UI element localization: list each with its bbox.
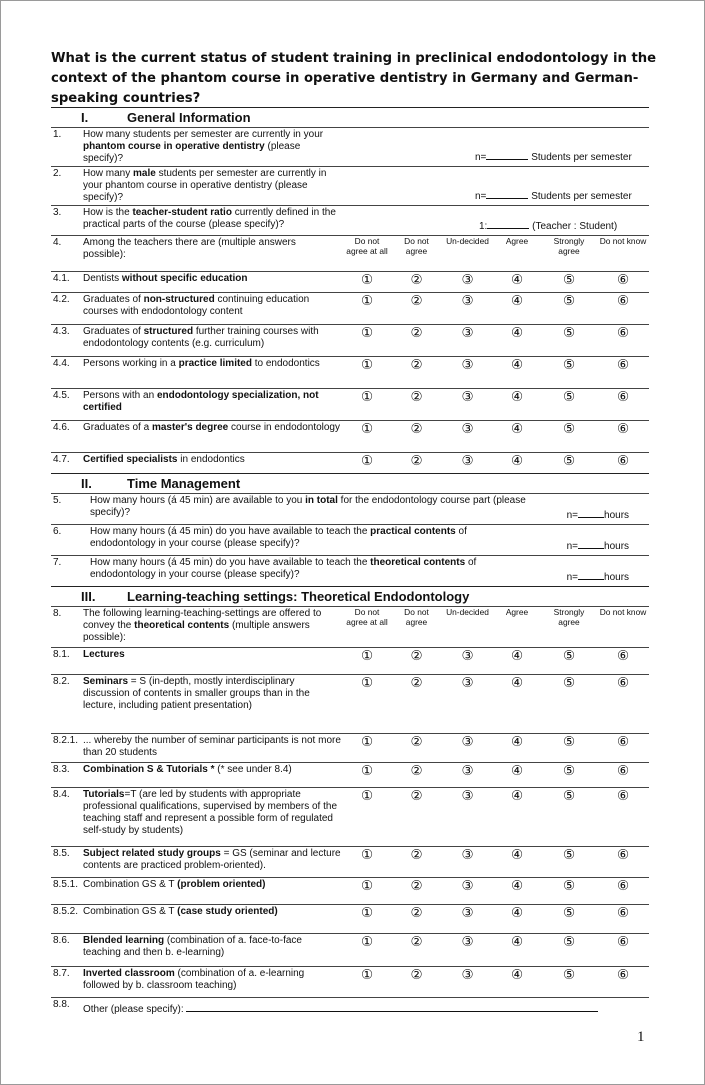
item-text: Graduates of a xyxy=(83,422,152,433)
question-text: (multiple answers possible): xyxy=(83,620,310,643)
item-text: ... whereby the number of seminar participants is not more than 20 students xyxy=(83,735,341,758)
question-text: currently defined in the practical parts of the course (please specify)? xyxy=(83,207,336,230)
option-5-circle[interactable]: ⑤ xyxy=(541,788,597,847)
option-3-circle[interactable]: ③ xyxy=(442,357,493,389)
scale-item-row xyxy=(51,325,649,357)
option-2-circle[interactable]: ② xyxy=(391,453,442,474)
scale-item-row xyxy=(51,734,649,763)
option-1-circle[interactable]: ① xyxy=(343,357,391,389)
answer-blank[interactable] xyxy=(578,538,604,549)
option-4-circle[interactable]: ④ xyxy=(493,293,541,325)
option-5-circle[interactable]: ⑤ xyxy=(541,325,597,357)
scale-item-row xyxy=(51,421,649,453)
item-number: 8.5.1. xyxy=(51,878,81,905)
section-title: Time Management xyxy=(127,476,241,491)
option-4-circle[interactable]: ④ xyxy=(493,905,541,934)
option-2-circle[interactable]: ② xyxy=(391,272,442,293)
scale-header-row xyxy=(51,236,649,272)
question-number: 3. xyxy=(51,206,81,236)
option-5-circle[interactable]: ⑤ xyxy=(541,905,597,934)
option-2-circle[interactable]: ② xyxy=(391,734,442,763)
option-4-circle[interactable]: ④ xyxy=(493,357,541,389)
option-6-circle[interactable]: ⑥ xyxy=(597,272,649,293)
option-2-circle[interactable]: ② xyxy=(391,421,442,453)
scale-item-row xyxy=(51,967,649,998)
option-4-circle[interactable]: ④ xyxy=(493,763,541,788)
scale-item-row xyxy=(51,675,649,734)
option-4-circle[interactable]: ④ xyxy=(493,389,541,421)
item-text: Persons with an xyxy=(83,390,157,401)
question-text: The following learning-teaching-settings are offered to convey the xyxy=(83,608,322,631)
item-text: continuing education courses with endodontology content xyxy=(83,294,310,317)
question-text: Other (please specify): xyxy=(83,1004,184,1015)
question-number: 6. xyxy=(51,525,81,556)
item-text: (combination of a. e-learning followed by b. classroom teaching) xyxy=(83,968,305,991)
scale-item-row xyxy=(51,389,649,421)
item-text-bold: (problem oriented) xyxy=(177,879,266,890)
item-text-bold: Combination S & Tutorials * xyxy=(83,764,215,775)
option-5-circle[interactable]: ⑤ xyxy=(541,734,597,763)
question-row xyxy=(51,128,649,167)
item-text-bold: Certified specialists xyxy=(83,454,178,465)
item-text-bold: Blended learning xyxy=(83,935,165,946)
option-3-circle[interactable]: ③ xyxy=(442,734,493,763)
item-number: 4.5. xyxy=(51,389,81,421)
option-6-circle[interactable]: ⑥ xyxy=(597,453,649,474)
item-text: Persons working in a xyxy=(83,358,179,369)
question-number: 4. xyxy=(51,236,81,272)
option-3-circle[interactable]: ③ xyxy=(442,272,493,293)
question-number: 7. xyxy=(51,556,81,587)
option-6-circle[interactable]: ⑥ xyxy=(597,878,649,905)
option-5-circle[interactable]: ⑤ xyxy=(541,389,597,421)
answer-suffix: hours xyxy=(604,541,630,552)
item-number: 8.2.1. xyxy=(51,734,81,763)
answer-suffix: hours xyxy=(604,510,630,521)
item-number: 8.2. xyxy=(51,675,81,734)
option-1-circle[interactable]: ① xyxy=(343,763,391,788)
item-text: (combination of a. face-to-face teaching and then b. e-learning) xyxy=(83,935,302,958)
option-4-circle[interactable]: ④ xyxy=(493,967,541,998)
option-1-circle[interactable]: ① xyxy=(343,325,391,357)
time-question-row xyxy=(51,525,649,556)
question-text-bold: practical contents xyxy=(370,526,456,537)
option-6-circle[interactable]: ⑥ xyxy=(597,763,649,788)
option-3-circle[interactable]: ③ xyxy=(442,905,493,934)
option-4-circle[interactable]: ④ xyxy=(493,847,541,878)
item-text: Combination GS & T xyxy=(83,879,178,890)
option-3-circle[interactable]: ③ xyxy=(442,934,493,967)
option-1-circle[interactable]: ① xyxy=(343,648,391,675)
question-text: Among the teachers there are (multiple answers possible): xyxy=(81,236,343,272)
item-text: to endodontics xyxy=(251,358,320,369)
option-6-circle[interactable]: ⑥ xyxy=(597,421,649,453)
item-text: Dentists xyxy=(83,273,122,284)
item-number: 8.6. xyxy=(51,934,81,967)
option-6-circle[interactable]: ⑥ xyxy=(597,905,649,934)
option-6-circle[interactable]: ⑥ xyxy=(597,675,649,734)
option-5-circle[interactable]: ⑤ xyxy=(541,357,597,389)
section-header-1 xyxy=(51,108,649,128)
answer-blank[interactable] xyxy=(578,507,604,518)
item-number: 4.4. xyxy=(51,357,81,389)
item-number: 8.5. xyxy=(51,847,81,878)
option-4-circle[interactable]: ④ xyxy=(493,648,541,675)
option-2-circle[interactable]: ② xyxy=(391,389,442,421)
answer-prefix: n= xyxy=(475,191,487,202)
option-3-circle[interactable]: ③ xyxy=(442,421,493,453)
option-5-circle[interactable]: ⑤ xyxy=(541,967,597,998)
option-1-circle[interactable]: ① xyxy=(343,905,391,934)
question-text: How many hours (á 45 min) are available to you xyxy=(90,495,306,506)
option-1-circle[interactable]: ① xyxy=(343,788,391,847)
section-title: General Information xyxy=(127,110,251,125)
question-text: for the endodontology course part (please specify)? xyxy=(90,495,526,518)
option-4-circle[interactable]: ④ xyxy=(493,675,541,734)
option-2-circle[interactable]: ② xyxy=(391,325,442,357)
item-number: 4.6. xyxy=(51,421,81,453)
item-text: Graduates of xyxy=(83,294,144,305)
scale-label: Strongly agree xyxy=(541,607,597,648)
item-number: 8.5.2. xyxy=(51,905,81,934)
option-6-circle[interactable]: ⑥ xyxy=(597,293,649,325)
question-text: How many students per semester are currently in your xyxy=(83,129,324,140)
item-text-bold: non-structured xyxy=(143,294,215,305)
item-text-bold: structured xyxy=(143,326,194,337)
scale-label: Un-decided xyxy=(442,236,493,272)
question-number: 5. xyxy=(51,494,81,525)
item-number: 8.7. xyxy=(51,967,81,998)
page-number: 1 xyxy=(637,1029,645,1045)
question-text-bold: in total xyxy=(305,495,338,506)
question-text: How many hours (á 45 min) do you have available to teach the xyxy=(90,557,371,568)
option-5-circle[interactable]: ⑤ xyxy=(541,878,597,905)
option-1-circle[interactable]: ① xyxy=(343,272,391,293)
section-roman: III. xyxy=(81,589,96,604)
option-5-circle[interactable]: ⑤ xyxy=(541,763,597,788)
option-5-circle[interactable]: ⑤ xyxy=(541,421,597,453)
answer-suffix: Students per semester xyxy=(531,191,632,202)
option-5-circle[interactable]: ⑤ xyxy=(541,453,597,474)
option-2-circle[interactable]: ② xyxy=(391,967,442,998)
item-text: in endodontics xyxy=(177,454,245,465)
scale-label: Do not agree at all xyxy=(343,236,391,272)
question-text: How many xyxy=(83,168,134,179)
answer-blank[interactable] xyxy=(486,188,528,199)
option-5-circle[interactable]: ⑤ xyxy=(541,934,597,967)
option-2-circle[interactable]: ② xyxy=(391,648,442,675)
option-5-circle[interactable]: ⑤ xyxy=(541,272,597,293)
item-text: (* see under 8.4) xyxy=(214,764,292,775)
scale-label: Strongly agree xyxy=(541,236,597,272)
question-number: 8.8. xyxy=(51,998,81,1021)
option-3-circle[interactable]: ③ xyxy=(442,293,493,325)
question-text-bold: phantom course in operative dentistry xyxy=(83,141,265,152)
item-text-bold: endodontology specialization, not certified xyxy=(83,390,319,413)
item-text: =T (are led by students with appropriate professional qualifications, supervised by members of the teaching staff and represent a possible form of regulated self-study by students) xyxy=(83,789,338,836)
item-number: 4.1. xyxy=(51,272,81,293)
scale-item-row xyxy=(51,847,649,878)
option-3-circle[interactable]: ③ xyxy=(442,325,493,357)
item-text-bold: Inverted classroom xyxy=(83,968,175,979)
scale-label: Agree xyxy=(493,236,541,272)
answer-blank[interactable] xyxy=(486,149,528,160)
item-text-bold: practice limited xyxy=(178,358,252,369)
scale-header-row xyxy=(51,607,649,648)
option-3-circle[interactable]: ③ xyxy=(442,763,493,788)
question-text-bold: theoretical contents xyxy=(370,557,466,568)
item-number: 4.3. xyxy=(51,325,81,357)
answer-blank[interactable] xyxy=(578,569,604,580)
item-text: Graduates of xyxy=(83,326,144,337)
time-question-row xyxy=(51,556,649,587)
item-text: course in endodontology xyxy=(228,422,340,433)
time-question-row xyxy=(51,494,649,525)
option-2-circle[interactable]: ② xyxy=(391,847,442,878)
question-number: 2. xyxy=(51,167,81,206)
option-3-circle[interactable]: ③ xyxy=(442,389,493,421)
option-1-circle[interactable]: ① xyxy=(343,421,391,453)
option-5-circle[interactable]: ⑤ xyxy=(541,675,597,734)
option-2-circle[interactable]: ② xyxy=(391,357,442,389)
answer-prefix: n= xyxy=(475,152,487,163)
question-text: How many hours (á 45 min) do you have available to teach the xyxy=(90,526,371,537)
item-text-bold: master's degree xyxy=(151,422,229,433)
item-number: 4.2. xyxy=(51,293,81,325)
answer-prefix: n= xyxy=(566,572,579,583)
item-text-bold: (case study oriented) xyxy=(177,906,278,917)
item-text-bold: without specific education xyxy=(121,273,248,284)
scale-item-row xyxy=(51,648,649,675)
option-1-circle[interactable]: ① xyxy=(343,847,391,878)
scale-item-row xyxy=(51,272,649,293)
item-number: 8.3. xyxy=(51,763,81,788)
option-6-circle[interactable]: ⑥ xyxy=(597,734,649,763)
other-row xyxy=(51,998,649,1021)
question-text: (please specify)? xyxy=(83,141,301,164)
item-text: Combination GS & T xyxy=(83,906,178,917)
option-2-circle[interactable]: ② xyxy=(391,293,442,325)
option-1-circle[interactable]: ① xyxy=(343,293,391,325)
option-6-circle[interactable]: ⑥ xyxy=(597,788,649,847)
option-3-circle[interactable]: ③ xyxy=(442,847,493,878)
question-text-bold: theoretical contents xyxy=(134,620,230,631)
option-1-circle[interactable]: ① xyxy=(343,878,391,905)
option-1-circle[interactable]: ① xyxy=(343,967,391,998)
answer-prefix: 1: xyxy=(479,221,488,232)
question-text-bold: teacher-student ratio xyxy=(132,207,232,218)
option-5-circle[interactable]: ⑤ xyxy=(541,847,597,878)
option-2-circle[interactable]: ② xyxy=(391,934,442,967)
scale-label: Agree xyxy=(493,607,541,648)
scale-item-row xyxy=(51,453,649,474)
question-row xyxy=(51,167,649,206)
section-title: Learning-teaching settings: Theoretical Endodontology xyxy=(127,589,470,604)
answer-blank[interactable] xyxy=(487,218,529,229)
section-header-3 xyxy=(51,587,649,607)
option-4-circle[interactable]: ④ xyxy=(493,453,541,474)
other-answer-blank[interactable] xyxy=(186,1001,598,1012)
question-number: 1. xyxy=(51,128,81,167)
answer-prefix: n= xyxy=(566,541,579,552)
option-4-circle[interactable]: ④ xyxy=(493,421,541,453)
option-1-circle[interactable]: ① xyxy=(343,734,391,763)
option-3-circle[interactable]: ③ xyxy=(442,788,493,847)
option-3-circle[interactable]: ③ xyxy=(442,675,493,734)
question-number: 8. xyxy=(51,607,81,648)
option-1-circle[interactable]: ① xyxy=(343,453,391,474)
option-2-circle[interactable]: ② xyxy=(391,763,442,788)
item-text: = GS (seminar and lecture contents are practiced problem-oriented). xyxy=(83,848,341,871)
option-3-circle[interactable]: ③ xyxy=(442,648,493,675)
option-1-circle[interactable]: ① xyxy=(343,389,391,421)
question-text-bold: male xyxy=(133,168,156,179)
section-header-2 xyxy=(51,474,649,494)
scale-item-row xyxy=(51,934,649,967)
item-number: 4.7. xyxy=(51,453,81,474)
option-2-circle[interactable]: ② xyxy=(391,878,442,905)
option-3-circle[interactable]: ③ xyxy=(442,453,493,474)
option-3-circle[interactable]: ③ xyxy=(442,967,493,998)
item-text: further training courses with endodontology contents (e.g. curriculum) xyxy=(83,326,319,349)
section-roman: I. xyxy=(81,110,89,125)
answer-suffix: (Teacher : Student) xyxy=(532,221,618,232)
option-6-circle[interactable]: ⑥ xyxy=(597,357,649,389)
option-2-circle[interactable]: ② xyxy=(391,905,442,934)
question-row xyxy=(51,206,649,236)
item-text-bold: Subject related study groups xyxy=(83,848,221,859)
scale-label: Do not agree xyxy=(391,236,442,272)
answer-prefix: n= xyxy=(566,510,579,521)
option-5-circle[interactable]: ⑤ xyxy=(541,648,597,675)
item-text: = S (in-depth, mostly interdisciplinary discussion of contents in smaller groups than in the lecture, including patient presentation) xyxy=(83,676,310,711)
option-4-circle[interactable]: ④ xyxy=(493,325,541,357)
option-4-circle[interactable]: ④ xyxy=(493,272,541,293)
scale-item-row xyxy=(51,905,649,934)
option-4-circle[interactable]: ④ xyxy=(493,934,541,967)
item-number: 8.1. xyxy=(51,648,81,675)
option-6-circle[interactable]: ⑥ xyxy=(597,847,649,878)
option-6-circle[interactable]: ⑥ xyxy=(597,325,649,357)
question-text: of endodontology in your course (please specify)? xyxy=(90,526,467,549)
scale-item-row xyxy=(51,293,649,325)
option-6-circle[interactable]: ⑥ xyxy=(597,389,649,421)
option-1-circle[interactable]: ① xyxy=(343,934,391,967)
questionnaire-table xyxy=(51,107,649,1020)
scale-label: Un-decided xyxy=(442,607,493,648)
scale-item-row xyxy=(51,357,649,389)
option-3-circle[interactable]: ③ xyxy=(442,878,493,905)
answer-suffix: hours xyxy=(604,572,630,583)
option-4-circle[interactable]: ④ xyxy=(493,734,541,763)
question-text: How is the xyxy=(83,207,133,218)
scale-label: Do not agree at all xyxy=(343,607,391,648)
question-text: students per semester are currently in your phantom course in operative dentistry (please specify)? xyxy=(83,168,327,203)
option-6-circle[interactable]: ⑥ xyxy=(597,967,649,998)
page-title: What is the current status of student training in preclinical endodontology in the context of the phantom course in operative dentistry in Germany and German-speaking countries? xyxy=(51,51,657,106)
answer-suffix: Students per semester xyxy=(531,152,632,163)
option-1-circle[interactable]: ① xyxy=(343,675,391,734)
item-text-bold: Lectures xyxy=(83,649,125,660)
option-4-circle[interactable]: ④ xyxy=(493,878,541,905)
scale-item-row xyxy=(51,763,649,788)
item-text-bold: Seminars xyxy=(83,676,129,687)
option-4-circle[interactable]: ④ xyxy=(493,788,541,847)
scale-label: Do not know xyxy=(597,607,649,648)
question-text: of endodontology in your course (please specify)? xyxy=(90,557,477,580)
option-2-circle[interactable]: ② xyxy=(391,675,442,734)
scale-label: Do not agree xyxy=(391,607,442,648)
item-number: 8.4. xyxy=(51,788,81,847)
scale-item-row xyxy=(51,788,649,847)
option-6-circle[interactable]: ⑥ xyxy=(597,648,649,675)
scale-label: Do not know xyxy=(597,236,649,272)
section-roman: II. xyxy=(81,476,92,491)
item-text-bold: Tutorials xyxy=(83,789,125,800)
scale-item-row xyxy=(51,878,649,905)
option-2-circle[interactable]: ② xyxy=(391,788,442,847)
option-6-circle[interactable]: ⑥ xyxy=(597,934,649,967)
option-5-circle[interactable]: ⑤ xyxy=(541,293,597,325)
